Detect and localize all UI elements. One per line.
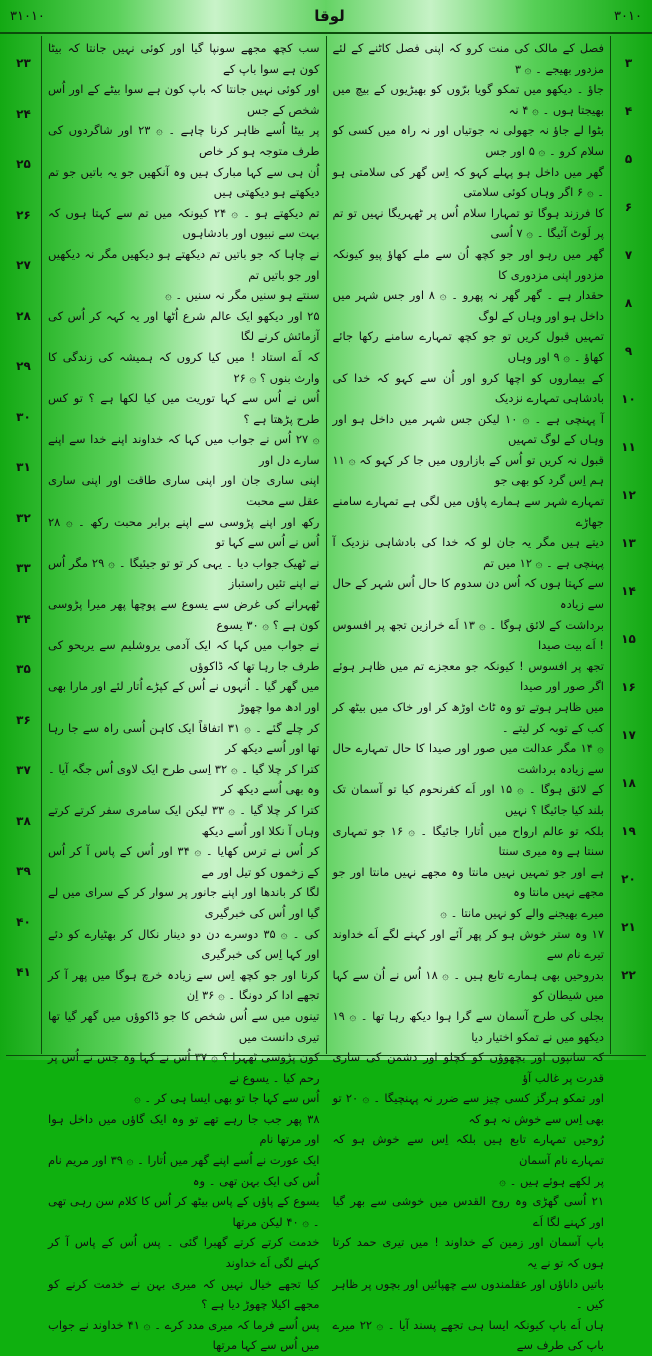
left-verse-numbers xyxy=(6,36,42,1054)
verse-number: ۲۶ xyxy=(16,207,31,222)
text-line: ۱۷ وہ ستر خوش ہو کر پھر آئے اور کہنے لگے اَے خداوند تیرے نام سے xyxy=(332,926,604,962)
page-number-left: ۳۱۰۱۰ xyxy=(10,8,45,24)
verse-number: ۳۰ xyxy=(16,409,31,424)
verse-number: ۳۲ xyxy=(16,510,31,525)
text-line: پر بیٹا اُسے ظاہر کرنا چاہے ۔ ۞ ۲۳ اور شاگردوں کی طرف متوجہ ہو کر خاص xyxy=(48,123,320,158)
verse-number: ۳۷ xyxy=(16,763,31,778)
verse-number: ۲۷ xyxy=(16,258,31,273)
text-line: اُس سے کہا جا تو بھی ایسا ہی کر ۔ ۞ xyxy=(134,1091,320,1106)
verse-number: ۸ xyxy=(624,296,633,310)
text-line: کرنا اور جو کچھ اِس سے زیادہ خرچ ہوگا میں پھر آ کر تجھے ادا کر دونگا ۔ ۞ ۳۶ اِن xyxy=(48,967,320,1003)
text-line: کہ سانپوں اور بچھوؤں کو کچلو اور دشمن کی ساری قدرت پر غالب آؤ xyxy=(332,1050,604,1085)
text-line: قبول نہ کریں تو اُس کے بازاروں میں جا کر کہو کہ ۞ ۱۱ ہم اِس گرد کو بھی جو xyxy=(332,452,604,488)
text-line: ۲۱ اُسی گھڑی وہ روح القدس میں خوشی سے بھر گیا اور کہنے لگا اَے xyxy=(332,1194,604,1229)
verse-number: ۳۱ xyxy=(16,460,31,475)
verse-number: ۳۶ xyxy=(16,712,31,727)
text-line: بدروحیں بھی ہمارے تابع ہیں ۔ ۞ ۱۸ اُس نے اُن سے کہا میں شیطان کو xyxy=(332,967,605,1003)
verse-number: ۹ xyxy=(624,344,633,358)
text-line: باپ آسمان اور زمین کے خداوند ! میں تیری حمد کرتا ہوں کہ تو نے یہ xyxy=(332,1235,604,1271)
text-line: ۲۵ اور دیکھو ایک عالم شرع اُٹھا اور یہ کہہ کر اُس کی آزمائش کرنے لگا xyxy=(48,308,320,344)
text-line: کے بیماروں کو اچھا کرو اور اُن سے کہو کہ خدا کی بادشاہی تمہارے نزدیک xyxy=(332,370,604,406)
text-line: دیتے ہیں مگر یہ جان لو کہ خدا کی بادشاہی نزدیک آ پہنچی ہے ۔ ۞ ۱۲ میں تم xyxy=(332,535,604,570)
right-verse-numbers xyxy=(610,36,646,1054)
page-header xyxy=(0,0,652,34)
verse-number: ۱۱ xyxy=(621,440,636,454)
text-line: اور تمکو ہرگز کسی چیز سے ضرر نہ پہنچیگا ۔ ۞ ۲۰ تو بھی اِس سے خوش نہ ہو کہ xyxy=(332,1091,604,1126)
text-line: اُس نے اُس سے کہا توریت میں کیا لکھا ہے ؟ تو کس طرح پڑھتا ہے ؟ xyxy=(48,391,320,426)
text-line: جاؤ ۔ دیکھو میں تمکو گویا برّوں کو بھیڑیوں کے بیچ میں بھیجتا ہوں ۔ ۞ ۴ نہ xyxy=(332,82,604,117)
text-line: اور کوئی نہیں جانتا کہ باپ کون ہے سوا بیٹے کے اور اُس شخص کے جس xyxy=(48,82,320,117)
text-line: ہے اور جو تمہیں نہیں مانتا وہ مجھے نہیں مانتا اور جو مجھے نہیں مانتا وہ xyxy=(332,864,604,900)
text-line: سب کچھ مجھے سونپا گیا اور کوئی نہیں جانتا کہ بیٹا کون ہے سوا باپ کے xyxy=(48,41,320,76)
text-line: کیا تجھے خیال نہیں کہ میری بہن نے خدمت کرنے کو مجھے اکیلا چھوڑ دیا ہے ؟ xyxy=(48,1276,320,1312)
text-line: حقدار ہے ۔ گھر گھر نہ پھرو ۔ ۞ ۸ اور جس شہر میں داخل ہو اور وہاں کے لوگ xyxy=(332,288,604,323)
text-line: تم دیکھتے ہو ۔ ۞ ۲۴ کیونکہ میں تم سے کہتا ہوں کہ بہت سے نبیوں اور بادشاہوں xyxy=(48,205,320,241)
text-line: کا فرزند ہوگا تو تمہارا سلام اُس پر ٹھہریگا نہیں تو تم پر لَوٹ آئیگا ۔ ۞ ۷ اُسی xyxy=(332,205,604,241)
verse-number: ۱۵ xyxy=(621,632,636,646)
verse-number: ۳۵ xyxy=(16,662,31,677)
text-line: نے جواب میں کہا کہ ایک آدمی یروشلیم سے یریحو کی طرف جا رہا تھا کہ ڈاکوؤں xyxy=(48,638,320,673)
verse-number: ۱۶ xyxy=(621,680,636,694)
text-line: تینوں میں سے اُس شخص کا جو ڈاکوؤں میں گھر گیا تھا تیری دانست میں xyxy=(48,1008,320,1044)
text-line: پس اُسے فرما کہ میری مدد کرے ۔ ۞ ۴۱ خداوند نے جواب میں اُس سے کہا مرتھا xyxy=(48,1317,320,1353)
verse-number: ۱۹ xyxy=(621,824,636,838)
verse-number: ۴۰ xyxy=(16,914,31,929)
text-line: رُوحیں تمہارے تابع ہیں بلکہ اِس سے خوش ہو کہ تمہارے نام آسمان xyxy=(332,1132,604,1168)
text-line: فصل کے مالک کی منت کرو کہ اپنی فصل کاٹنے کے لئے مزدور بھیجے ۔ ۞ ۳ xyxy=(332,41,604,76)
verse-number: ۶ xyxy=(624,200,633,214)
text-line: کہ اَے استاد ! میں کیا کروں کہ ہمیشہ کی زندگی کا وارث بنوں ؟ ۞ ۲۶ xyxy=(48,349,320,385)
text-line: ایک عورت نے اُسے اپنے گھر میں اُتارا ۔ ۞ ۳۹ اور مریم نام اُس کی ایک بہن تھی ۔ وہ xyxy=(48,1153,320,1188)
book-title: لوقا xyxy=(314,7,345,25)
text-line: بلکہ تو عالم ارواح میں اُتارا جائیگا ۔ ۞ ۱۶ جو تمہاری سنتا ہے وہ میری سنتا xyxy=(332,823,604,859)
verse-number: ۳۹ xyxy=(16,864,31,879)
text-line: برداشت کے لائق ہوگا ۔ ۞ ۱۳ اَے خرازین تجھ پر افسوس ! اَے بیت صیدا xyxy=(332,617,604,653)
text-line: میں گھر گیا ۔ اُنہوں نے اُس کے کپڑے اُتار لئے اور مارا بھی اور ادھ موا چھوڑ xyxy=(48,679,320,714)
verse-number: ۱۲ xyxy=(621,488,636,502)
text-line: کترا کر چلا گیا ۔ ۞ ۳۳ لیکن ایک سامری سفر کرتے کرتے وہاں آ نکلا اور اُسے دیکھ xyxy=(48,802,320,838)
text-line: باتیں داناؤں اور عقلمندوں سے چھپائیں اور بچوں پر ظاہر کیں ۔ xyxy=(332,1276,604,1312)
verse-number: ۳۳ xyxy=(16,561,31,576)
verse-number: ۵ xyxy=(624,152,633,166)
text-line: ۳۸ پھر جب جا رہے تھے تو وہ ایک گاؤں میں داخل ہوا اور مرتھا نام xyxy=(48,1111,320,1147)
verse-number: ۲۲ xyxy=(621,968,636,982)
text-line: لگا کر باندھا اور اپنے جانور پر سوار کر کے سرای میں لے گیا اور اُس کی خبرگیری xyxy=(48,885,320,920)
text-line: سے کہتا ہوں کہ اُس دن سدوم کا حال اُس شہر کے حال سے زیادہ xyxy=(332,576,604,612)
text-line: کون پڑوسی ٹھہرا ؟ ۞ ۳۷ اُس نے کہا وہ جس نے اُس پر رحم کیا ۔ یسوع نے xyxy=(48,1050,320,1085)
text-line: ٹھہرانے کی غرض سے یسوع سے پوچھا پھر میرا پڑوسی کون ہے ؟ ۞ ۳۰ یسوع xyxy=(48,597,320,632)
text-line: گھر میں رہو اور جو کچھ اُن سے ملے کھاؤ پیو کیونکہ مزدور اپنی مزدوری کا xyxy=(332,246,604,282)
text-line: رکھ اور اپنے پڑوسی سے اپنے برابر محبت رکھ ۔ ۞ ۲۸ اُس نے اُس سے کہا تو xyxy=(48,514,320,550)
verse-number: ۲۵ xyxy=(16,157,31,172)
text-line: خدمت کرتے کرتے گھبرا گئی ۔ پس اُس کے پاس آ کر کہنے لگی اَے خداوند xyxy=(48,1235,320,1271)
text-line: بجلی کی طرح آسمان سے گرا ہوا دیکھ رہا تھا ۔ ۞ ۱۹ دیکھو میں نے تمکو اختیار دیا xyxy=(332,1008,604,1044)
verse-number: ۱۸ xyxy=(621,776,636,790)
verse-number: ۱۴ xyxy=(621,584,636,598)
text-line: نے ٹھیک جواب دیا ۔ یہی کر تو تو جیئیگا ۔ ۞ ۲۹ مگر اُس نے اپنے تئیں راستباز xyxy=(48,555,320,591)
text-line: کر اُس نے ترس کھایا ۔ ۞ ۳۴ اور اُس کے پاس آ کر اُس کے زخموں کو تیل اور مے xyxy=(48,844,320,879)
verse-number: ۴ xyxy=(624,104,633,118)
text-line: تمہیں قبول کریں تو جو کچھ تمہارے سامنے رکھا جائے کھاؤ ۔ ۞ ۹ اور وہاں xyxy=(332,329,604,364)
text-line: میں ظاہر ہوتے تو وہ ٹاٹ اوڑھ کر اور خاک میں بیٹھ کر کب کے توبہ کر لیتے ۔ xyxy=(332,700,604,735)
text-line: آ پہنچی ہے ۔ ۞ ۱۰ لیکن جس شہر میں داخل ہو اور وہاں کے لوگ تمہیں xyxy=(332,411,604,447)
verse-number: ۳۴ xyxy=(16,611,31,626)
bottom-rule xyxy=(6,1055,646,1056)
text-line: نے چاہا کہ جو باتیں تم دیکھتے ہو دیکھیں مگر نہ دیکھیں اور جو باتیں تم xyxy=(48,246,320,282)
verse-number: ۲۴ xyxy=(16,106,31,121)
verse-number: ۲۸ xyxy=(16,308,31,323)
verse-number: ۳ xyxy=(624,56,633,70)
text-line: کترا کر چلا گیا ۔ ۞ ۳۲ اِسی طرح ایک لاوی اُس جگہ آیا ۔ وہ بھی اُسے دیکھ کر xyxy=(48,761,320,797)
verse-number: ۳۸ xyxy=(16,813,31,828)
page-body xyxy=(6,36,646,1353)
text-line: ۞ ۱۴ مگر عدالت میں صور اور صیدا کا حال تمہارے حال سے زیادہ برداشت xyxy=(332,741,604,776)
text-line: کر چلے گئے ۔ ۞ ۳۱ اتفاقاً ایک کاہن اُسی راہ سے جا رہا تھا اور اُسے دیکھ کر xyxy=(48,720,320,756)
verse-number: ۴۱ xyxy=(16,965,31,980)
text-line: سنتے ہو سنیں مگر نہ سنیں ۔ ۞ xyxy=(164,288,320,303)
text-line: اپنی ساری جان اور اپنی ساری طاقت اور اپنی ساری عقل سے محبت xyxy=(48,473,320,509)
text-line: میرے بھیجنے والے کو نہیں مانتا ۔ ۞ xyxy=(440,905,604,920)
text-line: یسوع کے پاؤں کے پاس بیٹھ کر اُس کا کلام سن رہی تھی ۔ ۞ ۴۰ لیکن مرتھا xyxy=(48,1194,320,1229)
verse-number: ۱۳ xyxy=(621,536,636,550)
verse-number: ۲۰ xyxy=(621,872,636,886)
verse-number: ۲۳ xyxy=(16,56,31,70)
text-line: اُن ہی سے کہا مبارک ہیں وہ آنکھیں جو یہ باتیں جو تم دیکھتے ہو دیکھتی ہیں xyxy=(48,164,320,200)
text-line: کے لائق ہوگا ۔ ۞ ۱۵ اور اَے کفرنحوم کیا تو آسمان تک بلند کیا جائیگا ؟ نہیں xyxy=(332,782,604,817)
verse-number: ۷ xyxy=(624,248,633,262)
verse-number: ۱۷ xyxy=(621,728,636,742)
text-line: ہاں اَے باپ کیونکہ ایسا ہی تجھے پسند آیا ۔ ۞ ۲۲ میرے باپ کی طرف سے xyxy=(332,1317,604,1353)
text-line: گھر میں داخل ہو پہلے کہو کہ اِس گھر کی سلامتی ہو ۔ ۞ ۶ اگر وہاں کوئی سلامتی xyxy=(332,164,604,200)
text-line: تجھ پر افسوس ! کیونکہ جو معجزے تم میں ظاہر ہوئے اگر صور اور صیدا xyxy=(332,658,604,694)
text-line: ۞ ۲۷ اُس نے جواب میں کہا کہ خداوند اپنے خدا سے اپنے سارے دل اور xyxy=(48,432,320,467)
right-text-column xyxy=(326,36,611,1353)
text-line: بٹوا لے جاؤ نہ جھولی نہ جوتیاں اور نہ راہ میں کسی کو سلام کرو ۔ ۞ ۵ اور جس xyxy=(332,123,604,158)
page-number-right: ۳۰۱۰ xyxy=(614,8,642,24)
text-line: کی ۔ ۞ ۳۵ دوسرے دن دو دینار نکال کر بھٹیارے کو دئے اور کہا اِس کی خبرگیری xyxy=(48,926,320,962)
text-line: پر لکھے ہوئے ہیں ۔ ۞ xyxy=(499,1173,604,1188)
text-line: تمہارے شہر سے ہمارے پاؤں میں لگی ہے تمہارے سامنے جھاڑے xyxy=(332,494,604,529)
verse-number: ۱۰ xyxy=(621,392,636,406)
verse-number: ۲۱ xyxy=(621,920,636,934)
left-text-column xyxy=(42,36,326,1353)
verse-number: ۲۹ xyxy=(16,359,31,374)
